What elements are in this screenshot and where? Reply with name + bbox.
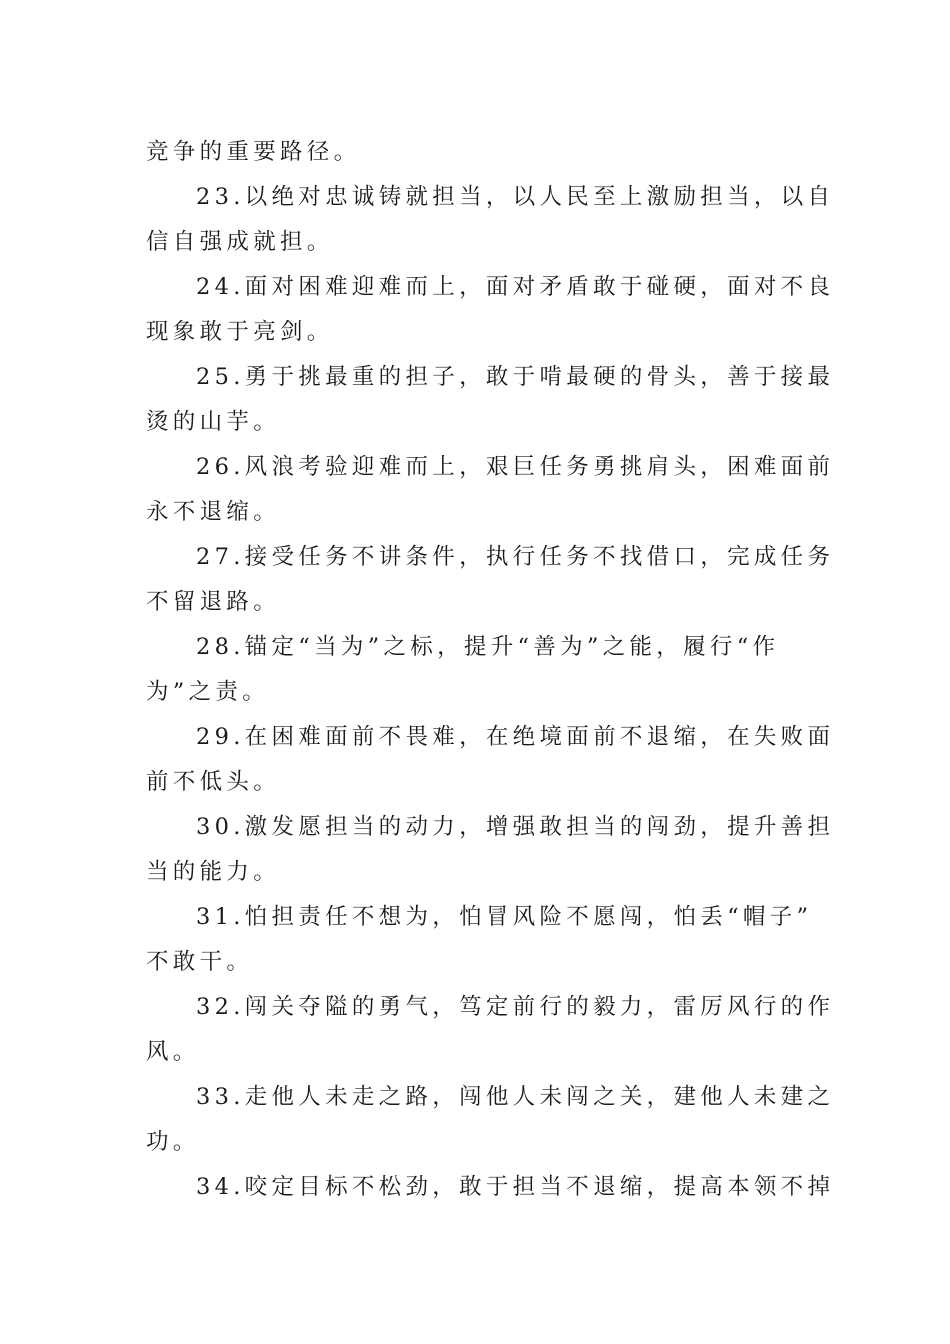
paragraph-line: 27.接受任务不讲条件，执行任务不找借口，完成任务 bbox=[196, 544, 835, 570]
paragraph-line: 信自强成就担。 bbox=[146, 229, 334, 255]
paragraph-30 bbox=[146, 805, 835, 895]
paragraph-line: 26.风浪考验迎难而上，艰巨任务勇挑肩头，困难面前 bbox=[196, 454, 835, 480]
paragraph-line: 不留退路。 bbox=[146, 589, 281, 615]
paragraph-line: 30.激发愿担当的动力，增强敢担当的闯劲，提升善担 bbox=[196, 814, 835, 840]
paragraph-line: 32.闯关夺隘的勇气，笃定前行的毅力，雷厉风行的作 bbox=[196, 994, 835, 1020]
paragraph-line: 31.怕担责任不想为，怕冒风险不愿闯，怕丢“帽子” bbox=[196, 904, 813, 930]
paragraph-line: 烫的山芋。 bbox=[146, 409, 281, 435]
paragraph-line: 33.走他人未走之路，闯他人未闯之关，建他人未建之 bbox=[196, 1084, 835, 1110]
paragraph-27 bbox=[146, 535, 835, 625]
paragraph-31 bbox=[146, 895, 813, 985]
paragraph-line: 永不退缩。 bbox=[146, 499, 281, 525]
paragraph-line: 前不低头。 bbox=[146, 769, 281, 795]
paragraph-line: 功。 bbox=[146, 1129, 200, 1155]
paragraph-23 bbox=[146, 175, 835, 265]
paragraph-line: 为”之责。 bbox=[146, 679, 270, 705]
paragraph-29 bbox=[146, 715, 835, 805]
paragraph-33 bbox=[146, 1075, 835, 1165]
paragraph-line: 24.面对困难迎难而上，面对矛盾敢于碰硬，面对不良 bbox=[196, 274, 835, 300]
paragraph-line: 现象敢于亮剑。 bbox=[146, 319, 334, 345]
paragraph-25 bbox=[146, 355, 835, 445]
paragraph-34 bbox=[146, 1165, 835, 1210]
paragraph-line: 28.锚定“当为”之标，提升“善为”之能，履行“作 bbox=[196, 634, 780, 660]
paragraph-line: 25.勇于挑最重的担子，敢于啃最硬的骨头，善于接最 bbox=[196, 364, 835, 390]
paragraph-line: 29.在困难面前不畏难，在绝境面前不退缩，在失败面 bbox=[196, 724, 835, 750]
paragraph-line: 34.咬定目标不松劲，敢于担当不退缩，提高本领不掉 bbox=[196, 1174, 835, 1200]
paragraph-line: 风。 bbox=[146, 1039, 200, 1065]
paragraph-28 bbox=[146, 625, 806, 715]
paragraph-line: 23.以绝对忠诚铸就担当，以人民至上激励担当，以自 bbox=[196, 184, 835, 210]
paragraph-26 bbox=[146, 445, 835, 535]
paragraph-24 bbox=[146, 265, 835, 355]
paragraph-line: 不敢干。 bbox=[146, 949, 254, 975]
document-body bbox=[146, 130, 835, 1210]
paragraph-line: 当的能力。 bbox=[146, 859, 281, 885]
lead-line: 竞争的重要路径。 bbox=[146, 139, 361, 165]
paragraph-32 bbox=[146, 985, 835, 1075]
